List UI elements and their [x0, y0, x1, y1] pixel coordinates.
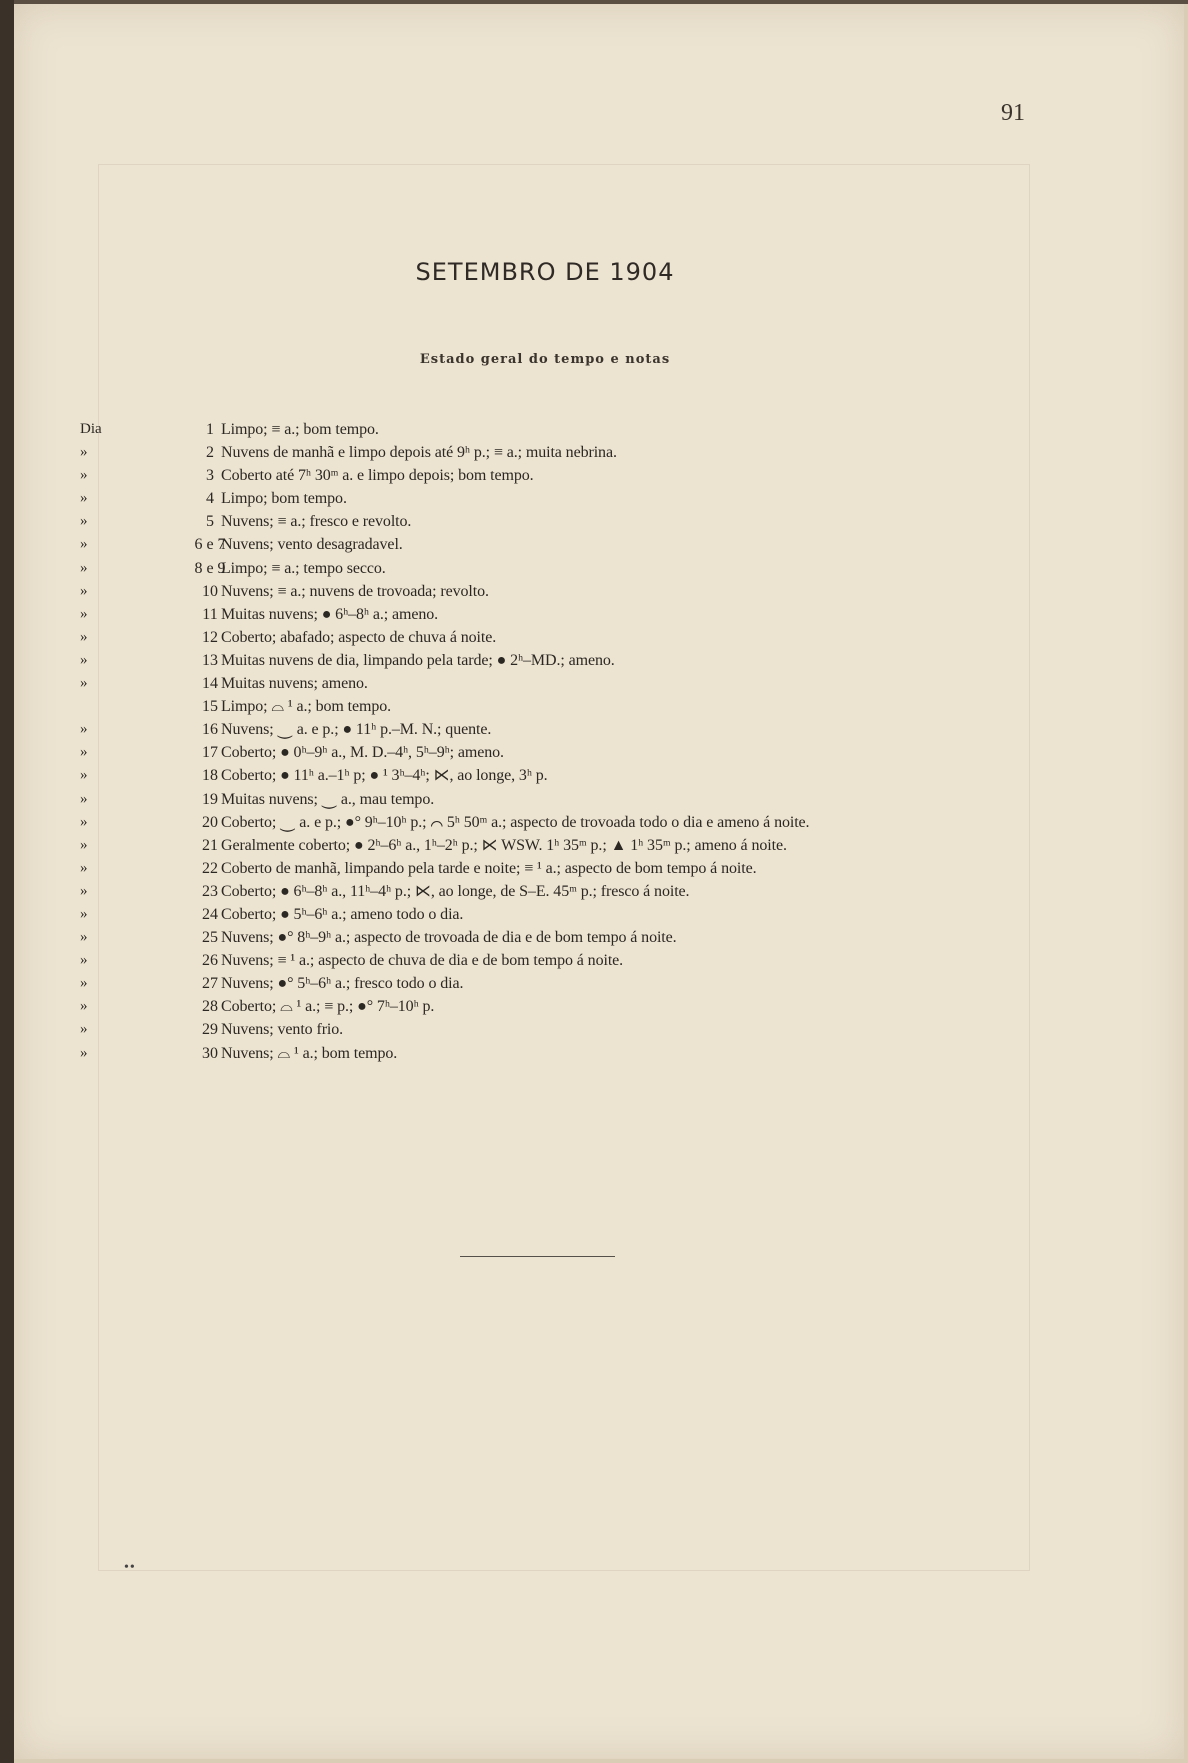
list-item [70, 718, 1070, 741]
ditto-mark: » [80, 559, 88, 576]
list-item [70, 972, 1070, 995]
day-number: 12 [202, 628, 218, 646]
list-item [70, 880, 1070, 903]
day-number: 28 [202, 998, 218, 1016]
weather-note: Limpo; ≡ a.; bom tempo. [221, 421, 379, 438]
list-item [70, 903, 1070, 926]
ditto-mark: » [80, 744, 88, 761]
weather-note: Nuvens; ⌓ ¹ a.; bom tempo. [221, 1044, 398, 1062]
day-number: 22 [202, 859, 218, 877]
book-binding [0, 0, 14, 1763]
list-item [70, 741, 1070, 764]
weather-note: Limpo; ⌓ ¹ a.; bom tempo. [221, 698, 392, 716]
list-item [70, 533, 1070, 556]
day-number: 20 [202, 813, 218, 831]
stray-marks: •• [124, 1560, 136, 1575]
ditto-mark: » [80, 975, 88, 992]
day-number: 5 [206, 513, 214, 531]
weather-note: Muitas nuvens de dia, limpando pela tarde; ● 2ʰ–MD.; ameno. [221, 651, 615, 669]
ditto-mark: » [80, 882, 88, 899]
weather-note: Nuvens; ●° 5ʰ–6ʰ a.; fresco todo o dia. [221, 975, 464, 993]
ditto-mark: » [80, 721, 88, 738]
ditto-mark: » [80, 929, 88, 946]
list-item [70, 441, 1070, 464]
daily-notes-list [70, 418, 1070, 1065]
day-number: 19 [202, 790, 218, 808]
ditto-mark: » [80, 651, 88, 668]
weather-note: Nuvens; ≡ a.; fresco e revolto. [221, 513, 412, 531]
weather-note: Nuvens; ≡ ¹ a.; aspecto de chuva de dia e de bom tempo á noite. [221, 952, 624, 970]
ditto-mark: » [80, 813, 88, 830]
day-number: 15 [202, 698, 218, 716]
list-item [70, 510, 1070, 533]
day-number: 27 [202, 975, 218, 993]
weather-note: Muitas nuvens; ⏝ a., mau tempo. [221, 790, 435, 808]
weather-note: Nuvens; ●° 8ʰ–9ʰ a.; aspecto de trovoada de dia e de bom tempo á noite. [221, 929, 677, 947]
list-item [70, 811, 1070, 834]
list-item [70, 788, 1070, 811]
page-number: 91 [1001, 100, 1025, 126]
weather-note: Coberto de manhã, limpando pela tarde e noite; ≡ ¹ a.; aspecto de bom tempo á noite. [221, 859, 757, 877]
day-number: 4 [206, 490, 214, 508]
list-item [70, 557, 1070, 580]
dia-label: Dia [80, 421, 102, 437]
list-item [70, 995, 1070, 1018]
ditto-mark: » [80, 952, 88, 969]
weather-note: Coberto até 7ʰ 30ᵐ a. e limpo depois; bom tempo. [221, 467, 534, 485]
day-number: 16 [202, 721, 218, 739]
section-subtitle: Estado geral do tempo e notas [419, 352, 671, 367]
weather-note: Coberto; ⏝ a. e p.; ●° 9ʰ–10ʰ p.; ⌒ 5ʰ 50ᵐ a.; aspecto de trovoada todo o dia e ameno á noite. [221, 813, 810, 831]
list-item [70, 1042, 1070, 1065]
list-item [70, 418, 1070, 441]
ditto-mark: » [80, 859, 88, 876]
weather-note: Limpo; bom tempo. [221, 490, 347, 508]
day-number: 11 [202, 605, 218, 623]
day-number: 25 [202, 929, 218, 947]
list-item [70, 626, 1070, 649]
ditto-mark: » [80, 536, 88, 553]
weather-note: Coberto; ⌓ ¹ a.; ≡ p.; ●° 7ʰ–10ʰ p. [221, 998, 435, 1016]
day-number: 26 [202, 952, 218, 970]
ditto-mark: » [80, 790, 88, 807]
day-number: 23 [202, 882, 218, 900]
list-item [70, 580, 1070, 603]
ditto-mark: » [80, 490, 88, 507]
weather-note: Nuvens; vento desagradavel. [221, 536, 403, 554]
weather-note: Limpo; ≡ a.; tempo secco. [221, 559, 386, 577]
list-item [70, 603, 1070, 626]
list-item [70, 487, 1070, 510]
ditto-mark: » [80, 444, 88, 461]
day-number: 6 e 7 [194, 536, 226, 554]
list-item [70, 926, 1070, 949]
day-number: 29 [202, 1021, 218, 1039]
weather-note: Coberto; ● 5ʰ–6ʰ a.; ameno todo o dia. [221, 905, 464, 923]
ditto-mark: » [80, 675, 88, 692]
list-item [70, 464, 1070, 487]
list-item [70, 834, 1070, 857]
day-number: 14 [202, 675, 218, 693]
page-title: SETEMBRO DE 1904 [415, 258, 675, 286]
day-number: 18 [202, 767, 218, 785]
list-item [70, 672, 1070, 695]
day-number: 10 [202, 582, 218, 600]
end-rule [460, 1256, 615, 1257]
day-number: 1 [206, 421, 214, 438]
list-item [70, 695, 1070, 718]
weather-note: Nuvens de manhã e limpo depois até 9ʰ p.; ≡ a.; muita nebrina. [221, 444, 617, 462]
ditto-mark: » [80, 767, 88, 784]
ditto-mark: » [80, 1021, 88, 1038]
ditto-mark: » [80, 998, 88, 1015]
day-number: 3 [206, 467, 214, 485]
ditto-mark: » [80, 905, 88, 922]
ditto-mark: » [80, 582, 88, 599]
list-item [70, 949, 1070, 972]
list-item [70, 764, 1070, 787]
list-item [70, 1018, 1070, 1041]
list-item [70, 649, 1070, 672]
list-item [70, 857, 1070, 880]
ditto-mark: » [80, 605, 88, 622]
day-number: 2 [206, 444, 214, 462]
ditto-mark: » [80, 467, 88, 484]
weather-note: Coberto; ● 6ʰ–8ʰ a., 11ʰ–4ʰ p.; ⋉, ao longe, de S–E. 45ᵐ p.; fresco á noite. [221, 882, 690, 900]
day-number: 8 e 9 [194, 559, 226, 577]
weather-note: Coberto; ● 0ʰ–9ʰ a., M. D.–4ʰ, 5ʰ–9ʰ; ameno. [221, 744, 504, 762]
weather-note: Geralmente coberto; ● 2ʰ–6ʰ a., 1ʰ–2ʰ p.; ⋉ WSW. 1ʰ 35ᵐ p.; ▲ 1ʰ 35ᵐ p.; ameno á noite. [221, 836, 787, 854]
day-number: 17 [202, 744, 218, 762]
day-number: 24 [202, 905, 218, 923]
ditto-mark: » [80, 628, 88, 645]
weather-note: Coberto; ● 11ʰ a.–1ʰ p; ● ¹ 3ʰ–4ʰ; ⋉, ao longe, 3ʰ p. [221, 767, 548, 785]
weather-note: Coberto; abafado; aspecto de chuva á noite. [221, 628, 497, 646]
weather-note: Muitas nuvens; ameno. [221, 675, 368, 693]
day-number: 13 [202, 651, 218, 669]
day-number: 30 [202, 1044, 218, 1062]
weather-note: Muitas nuvens; ● 6ʰ–8ʰ a.; ameno. [221, 605, 439, 623]
day-number: 21 [202, 836, 218, 854]
weather-note: Nuvens; ⏝ a. e p.; ● 11ʰ p.–M. N.; quente. [221, 721, 492, 739]
ditto-mark: » [80, 513, 88, 530]
ditto-mark: » [80, 836, 88, 853]
weather-note: Nuvens; ≡ a.; nuvens de trovoada; revolto. [221, 582, 489, 600]
ditto-mark: » [80, 1044, 88, 1061]
weather-note: Nuvens; vento frio. [221, 1021, 344, 1039]
